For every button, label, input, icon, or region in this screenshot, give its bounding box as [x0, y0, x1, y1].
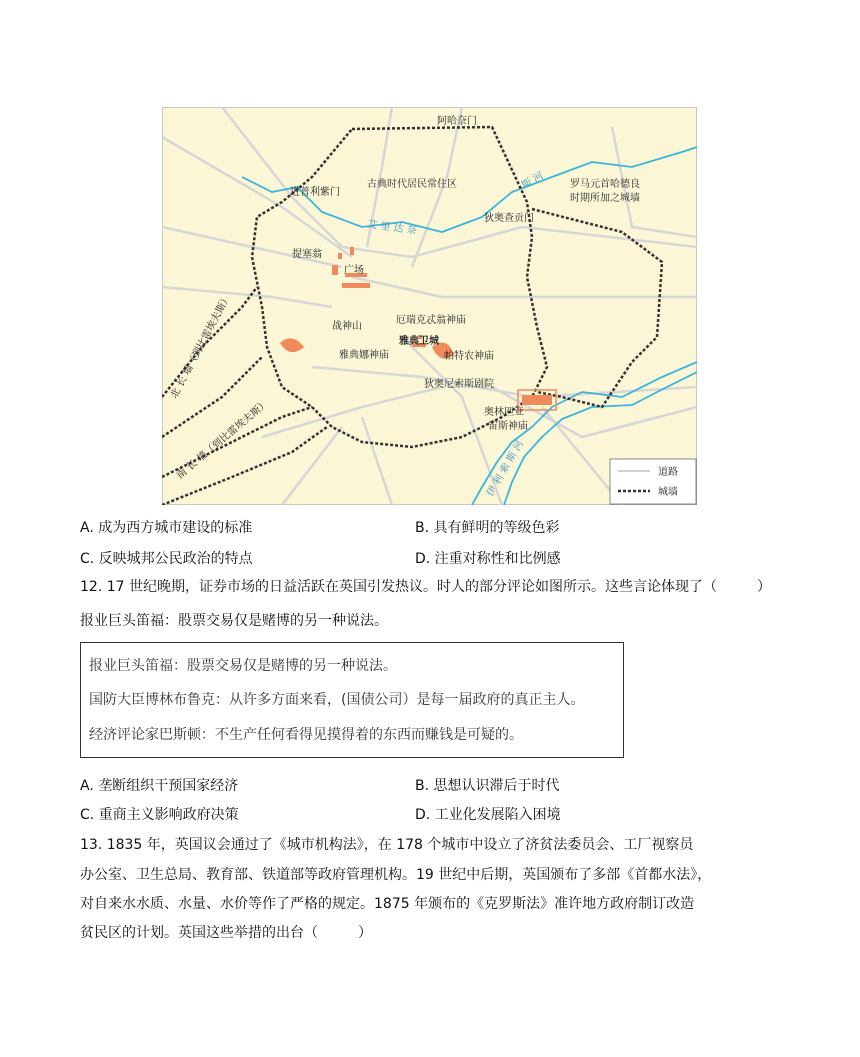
- label-north-wall: 北 长 墙（到比雷埃夫斯）: [168, 292, 234, 401]
- label-gate-acharnian: 阿哈奈门: [437, 116, 477, 127]
- q12-quote-box: [80, 642, 624, 758]
- q11-option-a[interactable]: A. 成为西方城市建设的标准: [80, 520, 253, 536]
- label-acropolis: 雅典卫城: [399, 336, 439, 347]
- legend-wall-label: 城墙: [658, 487, 678, 498]
- q11-option-c[interactable]: C. 反映城邦公民政治的特点: [80, 551, 253, 567]
- q12-extra-line: 报业巨头笛福：股票交易仅是赌博的另一种说法。: [80, 613, 388, 629]
- q12-stem: [80, 576, 771, 598]
- label-roman-wall-1: 罗马元首哈德良: [570, 179, 640, 190]
- q13-line-1: 13. 1835 年，英国议会通过了《城市机构法》，在 178 个城市中设立了济贫法委员会、工厂视察员: [80, 837, 694, 853]
- label-south-wall: 南 长 墙（到比雷埃夫斯）: [174, 398, 272, 482]
- q13-line-4: [80, 922, 372, 944]
- q11-option-b[interactable]: B. 具有鲜明的等级色彩: [415, 520, 560, 536]
- label-river-ilisos: 伊 利 索 斯 河: [485, 438, 526, 499]
- q12-option-d[interactable]: D. 工业化发展陷入困境: [415, 807, 561, 823]
- q12-stem-text: 12. 17 世纪晚期，证券市场的日益活跃在英国引发热议。时人的部分评论如图所示。这些言论体现了（: [80, 579, 717, 595]
- q12-option-b[interactable]: B. 思想认识滞后于时代: [415, 778, 560, 794]
- label-river-eridanos: 艾 里 达 奈: [366, 219, 418, 237]
- label-theseion: 提塞翁: [292, 249, 322, 260]
- q13-end: ）: [358, 925, 372, 941]
- athens-map: [162, 107, 697, 505]
- label-areopagus: 战神山: [332, 321, 362, 332]
- q12-option-a[interactable]: A. 垄断组织干预国家经济: [80, 778, 239, 794]
- label-parthenon: 帕特农神庙: [444, 351, 494, 362]
- label-olympieion-1: 奥林匹亚: [484, 407, 524, 418]
- label-gate-dipylon: 进普利紫门: [290, 187, 340, 198]
- q13-line-2: 办公室、卫生总局、教育部、铁道部等政府管理机构。19 世纪中后期，英国颁布了多部《首都水法》，: [80, 867, 712, 883]
- q11-option-d[interactable]: D. 注重对称性和比例感: [415, 551, 561, 567]
- label-erechtheion: 厄瑞克忒翁神庙: [396, 315, 466, 326]
- label-roman-wall-2: 时期所加之城墙: [570, 193, 640, 204]
- label-gate-diochares: 狄奥查贡门: [484, 213, 534, 224]
- q13-line-3: 对自来水水质、水量、水价等作了严格的规定。1875 年颁布的《克罗斯法》准许地方政府制订改造: [80, 896, 695, 912]
- q12-stem-end: ）: [756, 579, 771, 595]
- legend-road-label: 道路: [658, 467, 678, 478]
- label-olympieion-2: 宙斯神庙: [488, 421, 528, 432]
- quote-defoe: 报业巨头笛福：股票交易仅是赌博的另一种说法。: [89, 658, 397, 674]
- q12-option-c[interactable]: C. 重商主义影响政府决策: [80, 807, 239, 823]
- label-river-suffix: 斯 河: [520, 170, 546, 192]
- map-legend: [610, 459, 696, 504]
- quote-bolingbroke: 国防大臣博林布鲁克：从许多方面来看，(国债公司）是每一届政府的真正主人。: [89, 692, 585, 708]
- label-residential: 古典时代居民常住区: [367, 179, 457, 190]
- label-theatre-dionysus: 狄奥尼索斯剧院: [424, 379, 494, 390]
- label-agora: 广场: [344, 265, 364, 276]
- quote-barston: 经济评论家巴斯顿：不生产任何看得见摸得着的东西而赚钱是可疑的。: [89, 727, 523, 743]
- label-athena-nike: 雅典娜神庙: [339, 350, 389, 361]
- q13-line-4-text: 贫民区的计划。英国这些举措的出台（: [80, 925, 318, 941]
